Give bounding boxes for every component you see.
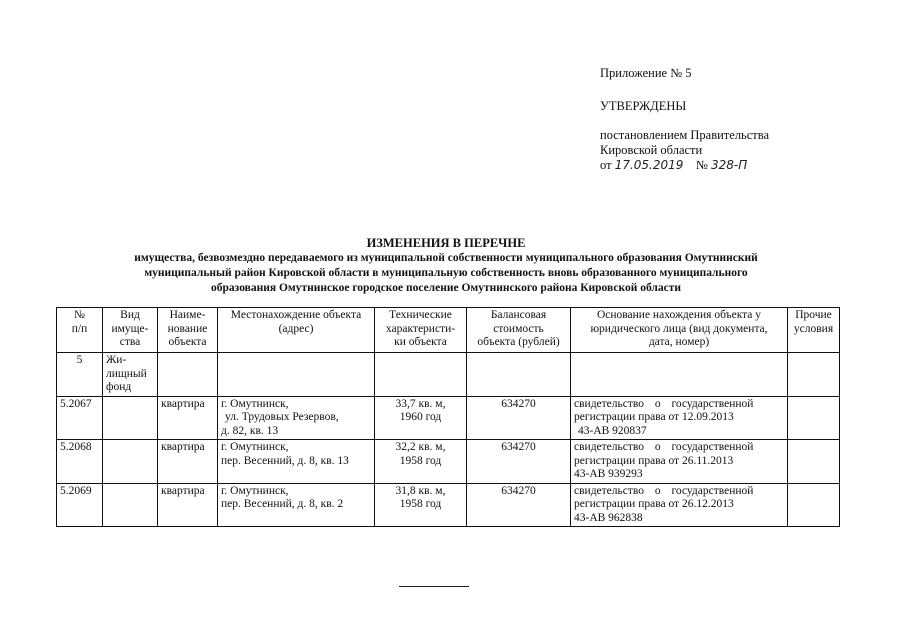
object-name: квартира — [158, 396, 218, 440]
table-row — [57, 483, 840, 527]
object-basis: свидетельство о государственной регистрации права от 12.09.2013 43-АВ 920837 — [571, 396, 788, 440]
object-address: г. Омутнинск, ул. Трудовых Резервов, д. 82, кв. 13 — [218, 396, 375, 440]
document-subtitle-3: образования Омутнинское городское поселение Омутнинского района Кировской области — [211, 282, 681, 294]
date-number-line — [600, 158, 870, 173]
table-row — [57, 440, 840, 484]
footer-divider — [399, 586, 469, 587]
row-number: 5.2069 — [57, 483, 103, 527]
handwritten-date: 17.05.2019 — [614, 158, 684, 172]
object-address: г. Омутнинск, пер. Весенний, д. 8, кв. 2 — [218, 483, 375, 527]
document-subtitle-1: имущества, безвозмездно передаваемого из муниципальной собственности муниципального образования Омутнинский — [134, 252, 758, 264]
table-header-row — [57, 308, 840, 353]
object-value: 634270 — [467, 483, 571, 527]
object-basis: свидетельство о государственной регистрации права от 26.12.2013 43-АВ 962838 — [571, 483, 788, 527]
object-tech: 31,8 кв. м, 1958 год — [375, 483, 467, 527]
object-name: квартира — [158, 440, 218, 484]
header-basis: Основание нахождения объекта у юридического лица (вид документа, дата, номер) — [571, 308, 788, 353]
object-tech: 33,7 кв. м, 1960 год — [375, 396, 467, 440]
section-number: 5 — [57, 353, 103, 397]
appendix-block — [600, 66, 870, 173]
appendix-number: Приложение № 5 — [600, 66, 692, 80]
header-other: Прочие условия — [788, 308, 840, 353]
resolution-line: постановлением Правительства — [600, 128, 770, 142]
row-number: 5.2068 — [57, 440, 103, 484]
number-prefix: № — [695, 158, 708, 172]
header-tech: Технические характеристи- ки объекта — [375, 308, 467, 353]
table-row — [57, 396, 840, 440]
document-subtitle-2: муниципальный район Кировской области в муниципальную собственность вновь образованного муниципального — [144, 267, 748, 279]
section-kind: Жи- лищный фонд — [103, 353, 158, 397]
table-row-section — [57, 353, 840, 397]
object-address: г. Омутнинск, пер. Весенний, д. 8, кв. 13 — [218, 440, 375, 484]
approved-label: УТВЕРЖДЕНЫ — [600, 99, 687, 113]
property-table — [56, 307, 840, 527]
object-basis: свидетельство о государственной регистрации права от 26.11.2013 43-АВ 939293 — [571, 440, 788, 484]
header-address: Местонахождение объекта (адрес) — [218, 308, 375, 353]
header-property-kind: Вид имуще- ства — [103, 308, 158, 353]
row-number: 5.2067 — [57, 396, 103, 440]
header-value: Балансовая стоимость объекта (рублей) — [467, 308, 571, 353]
header-number: № п/п — [57, 308, 103, 353]
header-object-name: Наиме- нование объекта — [158, 308, 218, 353]
object-value: 634270 — [467, 440, 571, 484]
document-title: ИЗМЕНЕНИЯ В ПЕРЕЧНЕ — [366, 236, 526, 250]
object-tech: 32,2 кв. м, 1958 год — [375, 440, 467, 484]
object-value: 634270 — [467, 396, 571, 440]
region-line: Кировской области — [600, 143, 703, 157]
handwritten-number: 328-П — [710, 158, 748, 172]
object-name: квартира — [158, 483, 218, 527]
date-prefix: от — [600, 158, 612, 172]
document-header — [60, 236, 832, 296]
